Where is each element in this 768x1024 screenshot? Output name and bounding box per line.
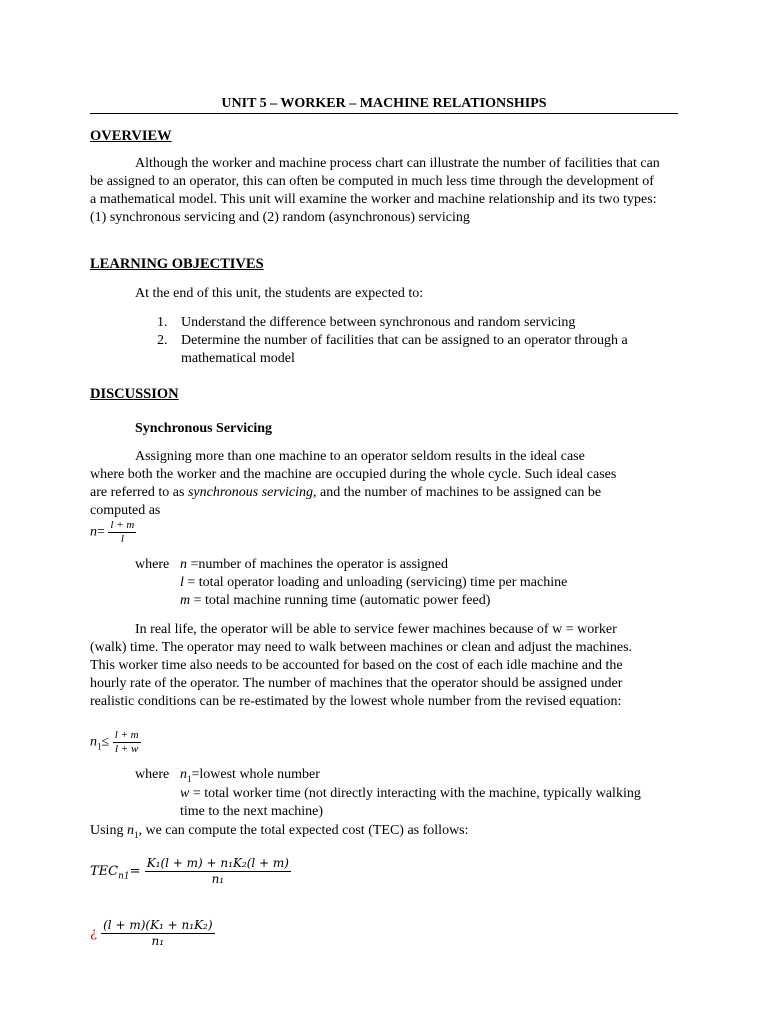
definition-w: w = total worker time (not directly interacting with the machine, typically walking [180, 786, 641, 801]
inverted-question-glyph: ¿ [90, 926, 97, 941]
definition-n: n =number of machines the operator is assigned [180, 557, 448, 572]
sync-line-1: Assigning more than one machine to an operator seldom results in the ideal case [135, 449, 585, 464]
objectives-intro: At the end of this unit, the students are expected to: [135, 286, 424, 301]
equation-n1: $n_1\le$ $\frac{l + m}{l + w}$ [90, 729, 139, 755]
definition-l: l = total operator loading and unloading (servicing) time per machine [180, 575, 568, 590]
sync-line-2: where both the worker and the machine are occupied during the whole cycle. Such ideal cases [90, 467, 617, 482]
real-life-paragraph [90, 621, 632, 711]
synchronous-paragraph [90, 448, 616, 520]
real-life-line-3: This worker time also needs to be accounted for based on the cost of each idle machine and the [90, 658, 623, 673]
list-item-text: Understand the difference between synchronous and random servicing [181, 315, 576, 330]
list-item-text: Determine the number of facilities that can be assigned to an operator through a [181, 333, 628, 348]
page-title: UNIT 5 – WORKER – MACHINE RELATIONSHIPS [221, 96, 547, 111]
list-item-number: 2. [157, 333, 168, 348]
list-item-text: mathematical model [181, 351, 295, 366]
discussion-heading: DISCUSSION [90, 386, 179, 402]
overview-paragraph [90, 155, 660, 227]
real-life-line-1: In real life, the operator will be able to service fewer machines because of w = worker [135, 622, 617, 637]
overview-line-4: (1) synchronous servicing and (2) random (asynchronous) servicing [90, 210, 470, 225]
using-n1-line: Using $n_1$, we can compute the total expected cost (TEC) as follows: [90, 823, 469, 840]
overview-heading: OVERVIEW [90, 128, 172, 144]
objectives-heading: LEARNING OBJECTIVES [90, 256, 264, 272]
synchronous-subheading: Synchronous Servicing [135, 421, 273, 436]
definition-m: m = total machine running time (automatic power feed) [180, 593, 491, 608]
sync-line-4: computed as [90, 503, 161, 518]
where-label-2: where [135, 767, 170, 782]
where-label: where [135, 557, 170, 572]
definition-w-cont: time to the next machine) [180, 804, 324, 819]
equation-n: n= $\frac{l + m}{l}$ [90, 519, 135, 545]
real-life-line-5: realistic conditions can be re-estimated by the lowest whole number from the revised equation: [90, 694, 622, 709]
overview-line-2: be assigned to an operator, this can often be computed in much less time through the development of [90, 174, 654, 189]
definition-n1: $n_1=lowest$ whole number [180, 767, 320, 784]
overview-line-3: a mathematical model. This unit will examine the worker and machine relationship and its two types: [90, 192, 657, 207]
real-life-line-2: (walk) time. The operator may need to walk between machines or clean and adjust the machines. [90, 640, 633, 655]
list-item-number: 1. [157, 315, 168, 330]
overview-line-1: Although the worker and machine process chart can illustrate the number of facilities that can [135, 156, 660, 171]
sync-line-3: are referred to as synchronous servicing, and the number of machines to be assigned can be [90, 485, 602, 500]
equation-tec: $TEC_{n1}=$ $\frac{\text{K₁(l + m) + n₁K₂(l + m)}}{\text{n₁}}$ [90, 856, 289, 886]
real-life-line-4: hourly rate of the operator. The number of machines that the operator should be assigned under [90, 676, 623, 691]
equation-tec-simplified: ¿ $\frac{\text{(l + m)(K₁ + n₁K₂)}}{\text{n₁}}$ [90, 918, 213, 948]
title-rule [90, 113, 678, 114]
